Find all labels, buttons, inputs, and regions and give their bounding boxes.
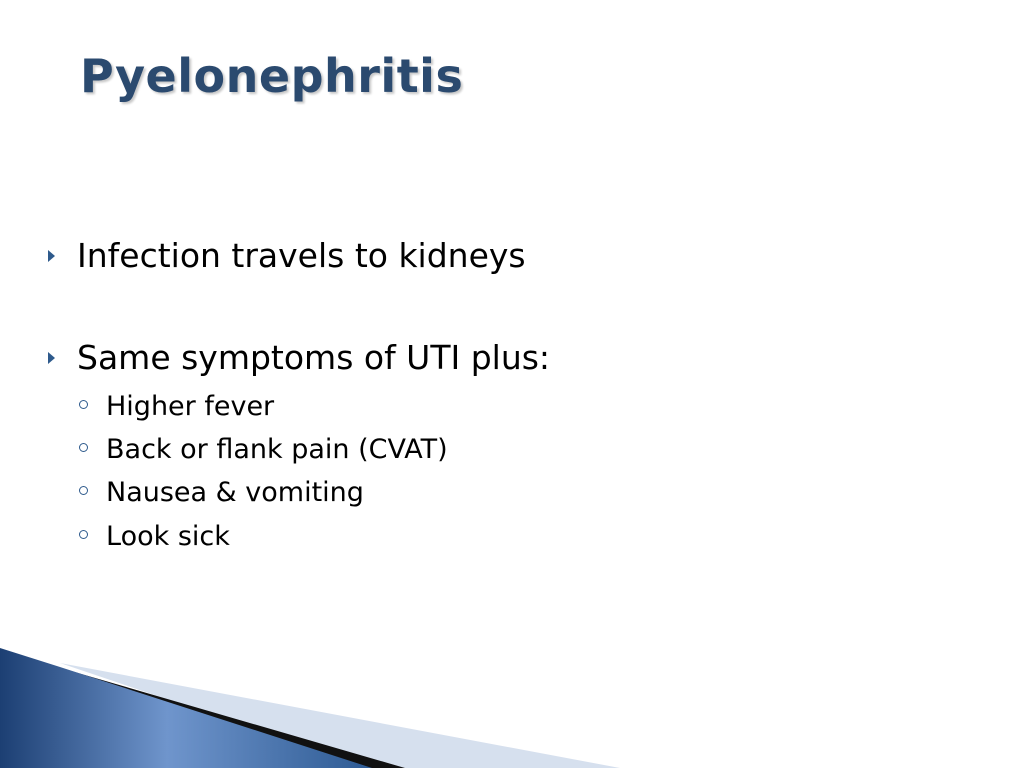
bullet-text: Same symptoms of UTI plus: — [77, 338, 551, 377]
swoosh-blue-band — [0, 648, 372, 768]
sub-bullet-text: Look sick — [106, 521, 230, 552]
sub-bullet-text: Higher fever — [106, 391, 275, 422]
sub-bullet-text: Nausea & vomiting — [106, 477, 364, 508]
sub-bullet-text: Back or flank pain (CVAT) — [106, 434, 448, 465]
slide-title: Pyelonephritis — [80, 49, 464, 103]
bullet-text: Infection travels to kidneys — [77, 236, 526, 275]
